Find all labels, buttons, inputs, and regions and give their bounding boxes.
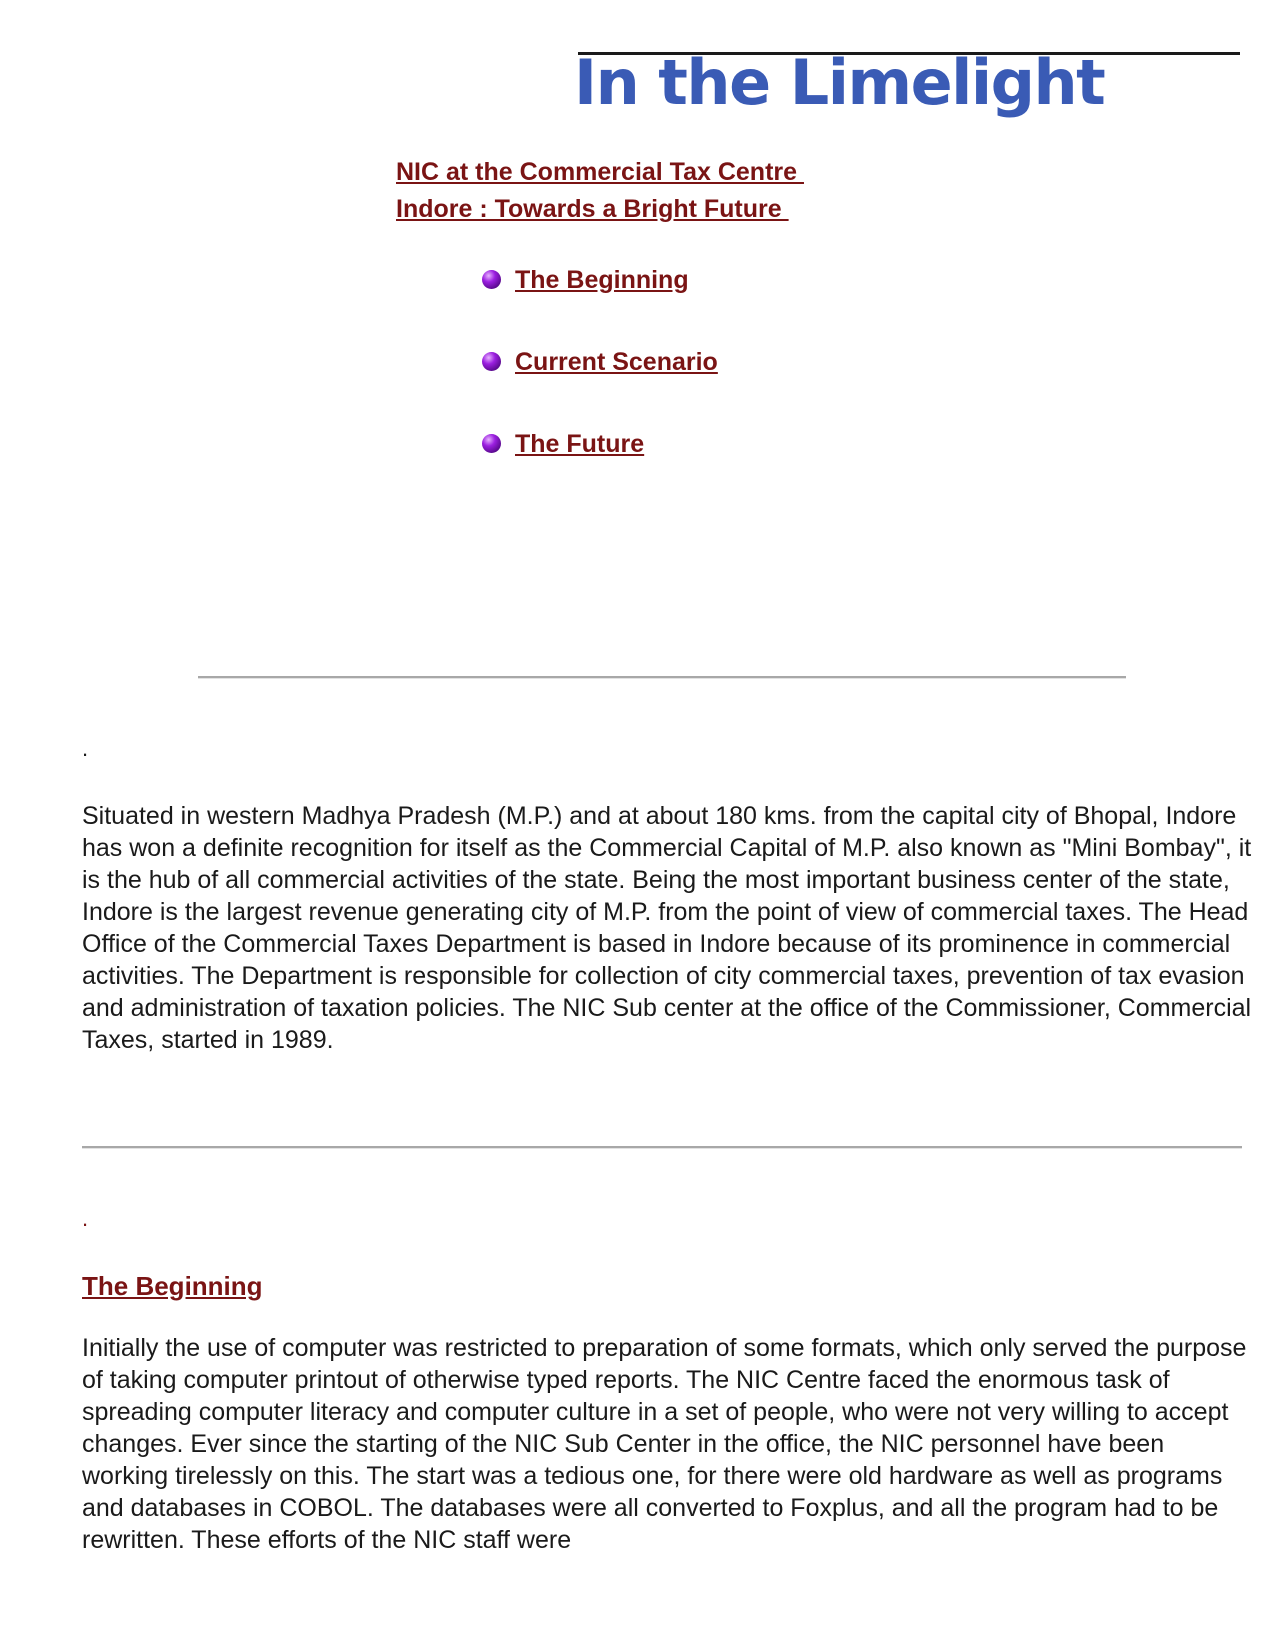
table-of-contents [482, 264, 718, 510]
toc-link-the-future[interactable]: The Future [515, 430, 645, 458]
toc-item-the-future [482, 428, 718, 510]
horizontal-divider [198, 676, 1126, 679]
intro-paragraph: Situated in western Madhya Pradesh (M.P.) and at about 180 kms. from the capital city of Bhopal, Indore has won a definite recognition for itself as the Commercial Capital of M.P. also known as "Mini Bombay", it is the hub of all commercial activities of the state. Being the most important business center of the state, Indore is the largest revenue generating city of M.P. from the point of view of commercial taxes. The Head Office of the Commercial Taxes Department is based in Indore because of its prominence in commercial activities. The Department is responsible for collection of city commercial taxes, prevention of tax evasion and administration of taxation policies. The NIC Sub center at the office of the Commissioner, Commercial Taxes, started in 1989. [82, 802, 1252, 1054]
purple-bullet-icon [482, 352, 501, 371]
purple-bullet-icon [482, 270, 501, 289]
headline-link-line-2[interactable]: Indore : Towards a Bright Future [396, 195, 789, 223]
toc-item-the-beginning [482, 264, 718, 346]
intro-marker: . [82, 736, 89, 761]
banner-title: In the Limelight [574, 46, 1105, 119]
toc-link-current-scenario[interactable]: Current Scenario [515, 348, 718, 376]
headline [396, 154, 804, 228]
horizontal-divider [82, 1146, 1242, 1149]
beginning-paragraph: Initially the use of computer was restricted to preparation of some formats, which only served the purpose of taking computer printout of otherwise typed reports. The NIC Centre faced the enormous task of spreading computer literacy and computer culture in a set of people, who were not very willing to accept changes. Ever since the starting of the NIC Sub Center in the office, the NIC personnel have been working tirelessly on this. The start was a tedious one, for there were old hardware as well as programs and databases in COBOL. The databases were all converted to Foxplus, and all the program had to be rewritten. These efforts of the NIC staff were [82, 1334, 1247, 1554]
section-marker: . [82, 1206, 89, 1231]
toc-item-current-scenario [482, 346, 718, 428]
purple-bullet-icon [482, 434, 501, 453]
headline-link-line-1[interactable]: NIC at the Commercial Tax Centre [396, 158, 804, 186]
section-title-the-beginning: The Beginning [82, 1271, 263, 1301]
toc-link-the-beginning[interactable]: The Beginning [515, 266, 689, 294]
